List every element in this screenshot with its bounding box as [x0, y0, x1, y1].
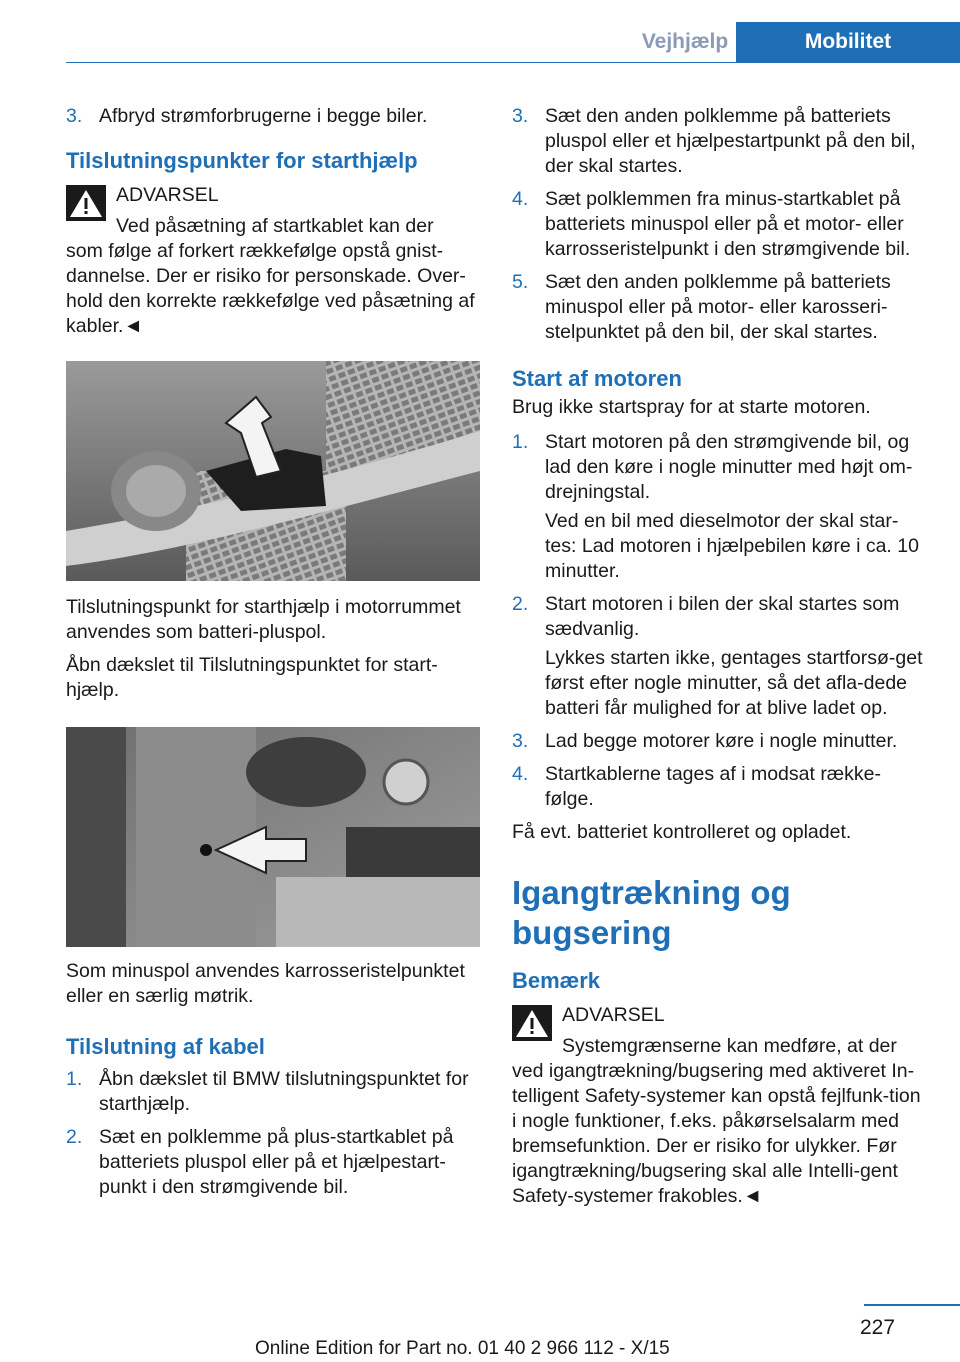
- section-heading-start: Start af motoren: [512, 366, 682, 391]
- paragraph: Brug ikke startspray for at starte motoren.: [512, 396, 871, 418]
- list-number: 3.: [512, 730, 529, 752]
- photo-caption: Som minuspol anvendes karrosseristelpunktet eller en særlig møtrik.: [66, 960, 465, 1007]
- list-text: Sæt en polklemme på plus-startkablet på batteriets pluspol eller på et hjælpestart-punkt i den strømgivende bil.: [99, 1126, 454, 1198]
- warning-triangle-icon: [512, 1005, 552, 1041]
- tab-vejhjaelp[interactable]: Vejhjælp: [641, 30, 729, 53]
- header-rule: [66, 62, 960, 63]
- list-number: 2.: [512, 593, 529, 615]
- paragraph: Åbn dækslet til Tilslutningspunktet for start-hjælp.: [66, 654, 438, 701]
- warning-text: som følge af forkert rækkefølge opstå gnist-dannelse. Der er risiko for personskade. Over-hold den korrekte rækkefølge ved påsætning af kabler.◄: [66, 240, 475, 337]
- list-text: Sæt den anden polklemme på batteriets pluspol eller et hjælpestartpunkt på den bil, der skal startes.: [545, 105, 916, 177]
- list-text: Afbryd strømforbrugerne i begge biler.: [99, 105, 428, 127]
- list-text: Startkablerne tages af i modsat række-følge.: [545, 763, 881, 810]
- photo-caption: Tilslutningspunkt for starthjælp i motorrummet anvendes som batteri-pluspol.: [66, 596, 461, 643]
- left-column: [66, 104, 480, 1208]
- warning-box: [512, 1003, 928, 1209]
- list-text: Start motoren i bilen der skal startes som sædvanlig.: [545, 593, 900, 640]
- list-number: 1.: [66, 1068, 83, 1090]
- list-item: [512, 270, 928, 345]
- paragraph: Få evt. batteriet kontrolleret og opladet.: [512, 821, 852, 843]
- list-item: [512, 430, 928, 505]
- list-item: [512, 592, 928, 642]
- page-number: 227: [860, 1316, 896, 1339]
- warning-line: Systemgrænserne kan medføre, at der: [562, 1035, 897, 1057]
- list-number: 5.: [512, 271, 529, 293]
- tab-mobilitet[interactable]: Mobilitet: [736, 22, 960, 62]
- list-item: [66, 104, 480, 129]
- section-heading-cable: Tilslutning af kabel: [66, 1034, 265, 1059]
- warning-triangle-icon: [66, 185, 106, 221]
- list-item: [66, 1125, 480, 1200]
- list-text: Lad begge motorer køre i nogle minutter.: [545, 730, 898, 752]
- list-text: Sæt den anden polklemme på batteriets minuspol eller på motor- eller karosseri-stelpunktet på den bil, der skal startes.: [545, 271, 891, 343]
- list-number: 4.: [512, 188, 529, 210]
- list-followup: Ved en bil med dieselmotor der skal star-tes: Lad motoren i hjælpebilen køre i ca. 10 minutter.: [545, 510, 919, 582]
- warning-text: ved igangtrækning/bugsering med aktiveret In-telligent Safety-systemer kan opstå fejlfunk-tion i nogle funktioner, f.eks. påkørselsalarm med bremsefunktion. Der er risiko for ulykker. Før igangtrækning/bugsering skal alle Intelli-gent Safety-systemer frakobles.◄: [512, 1060, 921, 1207]
- list-number: 4.: [512, 763, 529, 785]
- section-heading-connection-points: Tilslutningspunkter for starthjælp: [66, 148, 418, 173]
- list-item: [512, 762, 928, 812]
- right-column: [512, 104, 928, 1209]
- section-heading-note: Bemærk: [512, 968, 601, 993]
- footer-rule: [864, 1304, 960, 1306]
- list-text: Start motoren på den strømgivende bil, og lad den køre i nogle minutter med højt om-drejningstal.: [545, 431, 913, 503]
- list-item: [512, 104, 928, 179]
- ground-point-photo: [66, 727, 480, 947]
- warning-box: [66, 183, 480, 339]
- list-followup: Lykkes starten ikke, gentages startforsø-get først efter nogle minutter, så det afla-dede batteri får mulighed for at blive ladet op.: [545, 647, 923, 719]
- list-item: [66, 1067, 480, 1117]
- list-item: [512, 187, 928, 262]
- list-text: Åbn dækslet til BMW tilslutningspunktet for starthjælp.: [99, 1068, 469, 1115]
- list-text: Sæt polklemmen fra minus-startkablet på batteriets minuspol eller på et motor- eller karrosseristelpunkt i den strømgivende bil.: [545, 188, 911, 260]
- warning-title: ADVARSEL: [116, 184, 219, 206]
- warning-line: Ved påsætning af startkablet kan der: [116, 215, 434, 237]
- list-number: 1.: [512, 431, 529, 453]
- list-number: 2.: [66, 1126, 83, 1148]
- header-tabs: [634, 22, 960, 62]
- engine-bay-photo: [66, 361, 480, 581]
- warning-title: ADVARSEL: [562, 1004, 665, 1026]
- list-number: 3.: [512, 105, 529, 127]
- list-number: 3.: [66, 105, 83, 127]
- list-item: [512, 729, 928, 754]
- chapter-heading-towing: Igangtrækning og bugsering: [512, 874, 791, 951]
- edition-footer: Online Edition for Part no. 01 40 2 966 112 - X/15: [255, 1338, 670, 1359]
